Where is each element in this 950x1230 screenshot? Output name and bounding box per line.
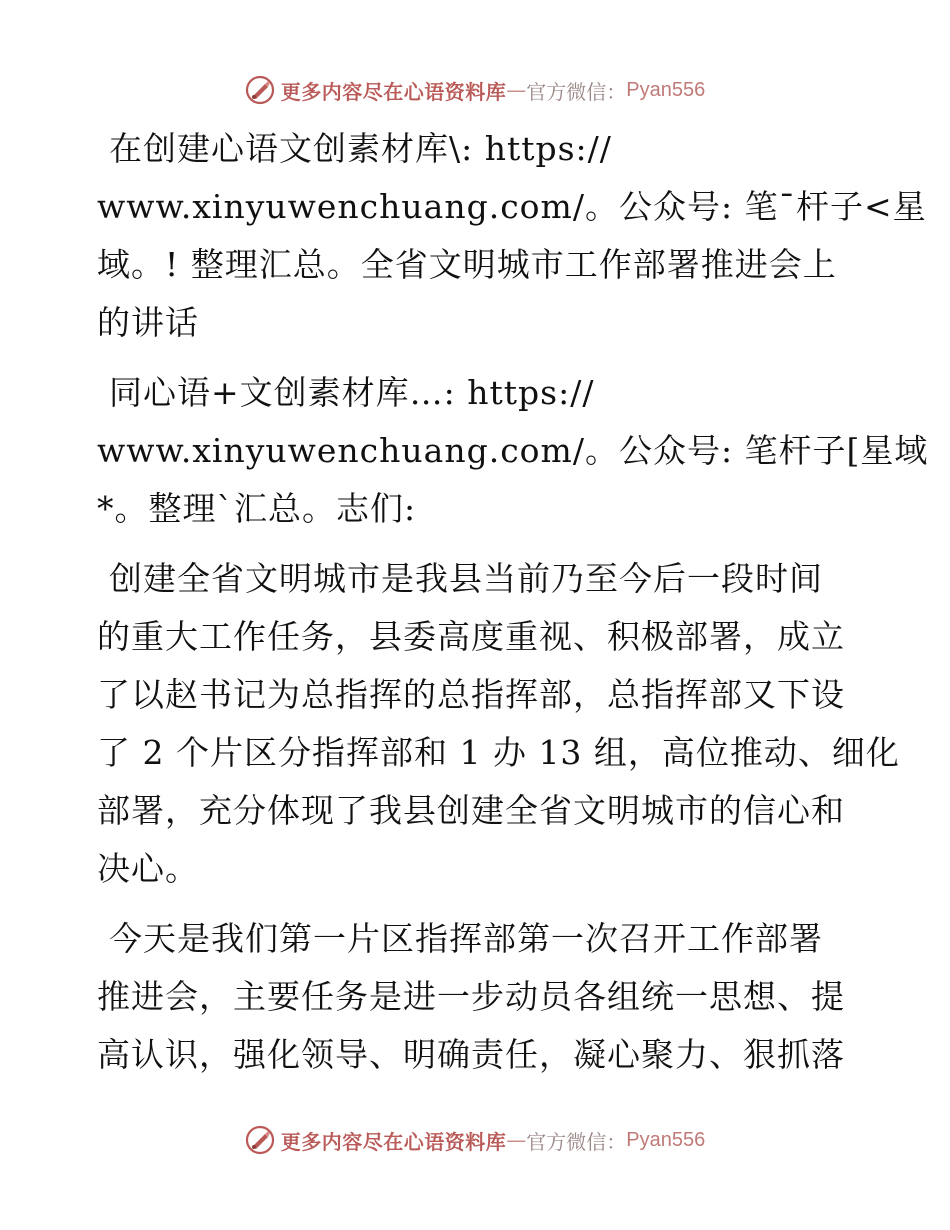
- brand-logo-icon: [245, 75, 275, 105]
- text-line: 决心。: [97, 849, 199, 888]
- text-line: 的重大工作任务，县委高度重视、积极部署，成立: [97, 617, 845, 656]
- header-banner: [0, 70, 950, 110]
- text-line: 域。! 整理汇总。全省文明城市工作部署推进会上: [97, 245, 837, 284]
- brand-logo-icon: [245, 1125, 275, 1155]
- footer-banner-dash: —: [506, 1128, 527, 1152]
- footer-wechat-label: 官方微信：: [526, 1129, 627, 1154]
- header-wechat-label: 官方微信：: [526, 79, 627, 104]
- text-line: 的讲话: [97, 303, 199, 342]
- text-line: 高认识，强化领导、明确责任，凝心聚力、狠抓落: [97, 1035, 845, 1074]
- text-line: 部署，充分体现了我县创建全省文明城市的信心和: [97, 791, 845, 830]
- text-line: 在创建心语文创素材库\: https://: [109, 129, 612, 168]
- footer-banner: [0, 1120, 950, 1160]
- footer-wechat-id: Pyan556: [626, 1128, 706, 1151]
- text-line: 了 2 个片区分指挥部和 1 办 13 组，高位推动、细化: [97, 733, 900, 772]
- text-line: 推进会，主要任务是进一步动员各组统一思想、提: [97, 977, 845, 1016]
- paragraph-2: [97, 364, 929, 538]
- text-line: 创建全省文明城市是我县当前乃至今后一段时间: [109, 559, 823, 598]
- text-line: www.xinyuwenchuang.com/。公众号: 笔¯杆子<星: [97, 187, 927, 226]
- footer-banner-text: 更多内容尽在心语资料库: [280, 1129, 507, 1154]
- paragraph-3: [97, 550, 900, 898]
- header-banner-dash: —: [506, 78, 527, 102]
- text-line: *。整理`汇总。志们:: [97, 489, 417, 528]
- text-line: www.xinyuwenchuang.com/。公众号: 笔杆子[星域: [97, 431, 929, 470]
- paragraph-4: [97, 910, 857, 1084]
- document-body: [97, 120, 929, 1096]
- text-line: 今天是我们第一片区指挥部第一次召开工作部署: [109, 919, 823, 958]
- header-wechat-id: Pyan556: [626, 78, 706, 101]
- text-line: 同心语+文创素材库…: https://: [109, 373, 595, 412]
- paragraph-1: [97, 120, 927, 352]
- header-banner-text: 更多内容尽在心语资料库: [280, 79, 507, 104]
- text-line: 了以赵书记为总指挥的总指挥部，总指挥部又下设: [97, 675, 845, 714]
